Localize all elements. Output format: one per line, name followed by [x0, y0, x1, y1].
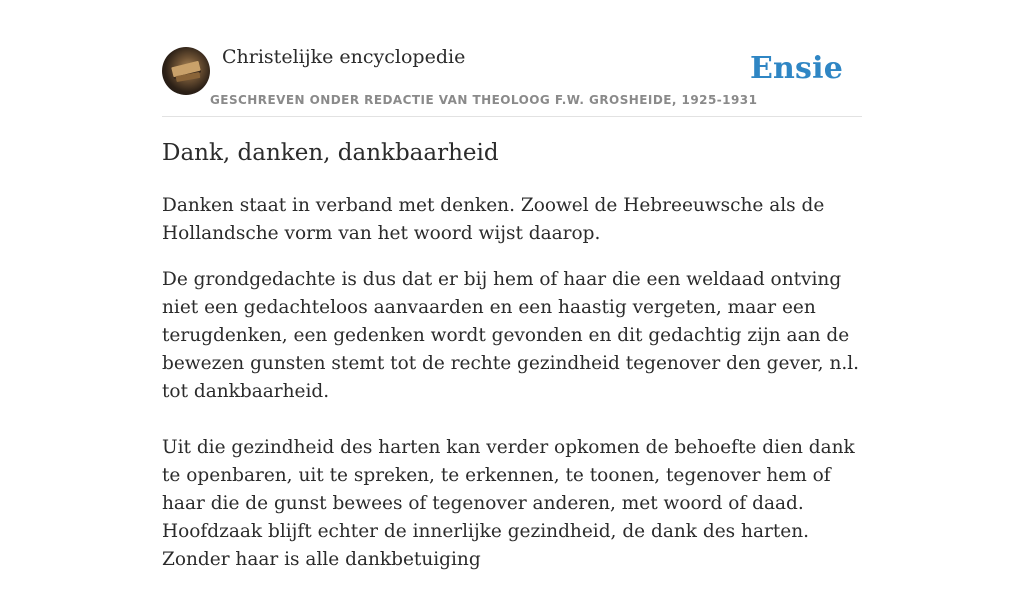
paragraph: Uit die gezindheid des harten kan verder opkomen de behoefte dien dank te openbaren, uit te spreken, te erkennen, te toonen, tegenover hem of haar die de gunst bewees of tegenover anderen, met woord of daad. Hoofdzaak blijft echter de innerlijke gezindheid, de dank des harten. Zonder haar is alle dankbetuiging — [162, 437, 855, 570]
entry-title: Dank, danken, dankbaarheid — [162, 140, 499, 166]
page-container — [162, 0, 862, 570]
encyclopedia-avatar[interactable] — [162, 47, 210, 95]
paragraph-spacer — [162, 406, 862, 434]
paragraph: De grondgedachte is dus dat er bij hem of haar die een weldaad ontving niet een gedachteloos aanvaarden en een haastig vergeten, maar een terugdenken, een gedenken wordt gevonden en dit gedachtig zijn aan de bewezen gunsten stemt tot de rechte gezindheid tegenover den gever, n.l. tot dankbaarheid. — [162, 269, 860, 402]
paragraph: Danken staat in verband met denken. Zoowel de Hebreeuwsche als de Hollandsche vorm van het woord wijst daarop. — [162, 195, 825, 244]
entry-content — [162, 192, 862, 592]
ensie-logo-link[interactable]: Ensie — [749, 51, 843, 86]
site-header — [162, 0, 862, 117]
site-title[interactable]: Christelijke encyclopedie — [222, 46, 466, 68]
site-subtitle: GESCHREVEN ONDER REDACTIE VAN THEOLOOG F.W. GROSHEIDE, 1925-1931 — [210, 93, 758, 107]
